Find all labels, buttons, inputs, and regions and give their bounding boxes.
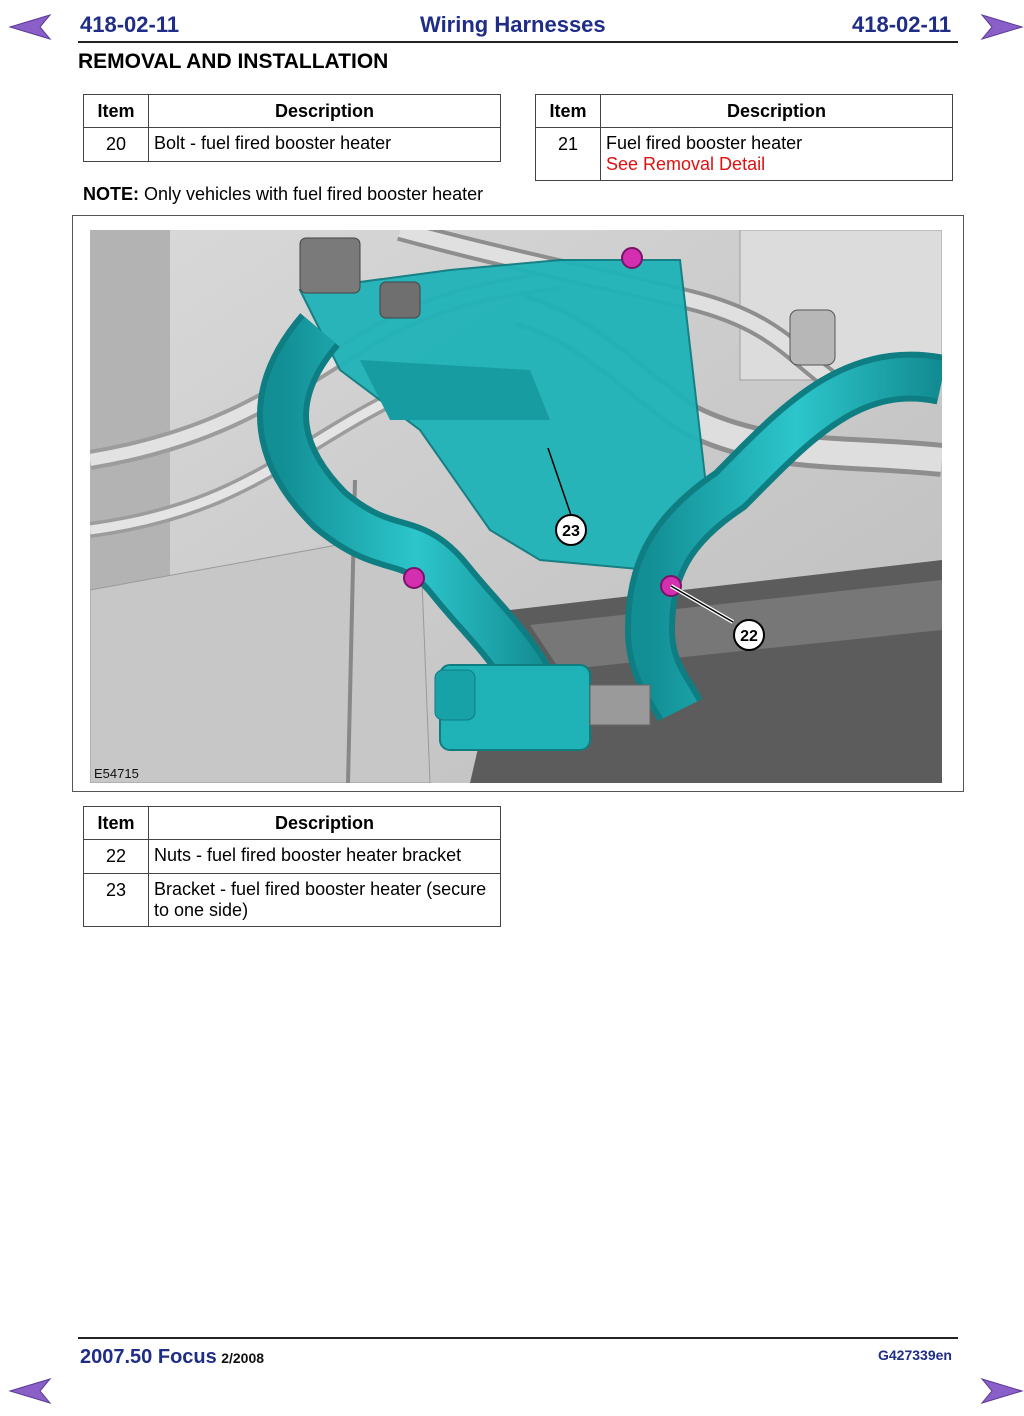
callout-22-label: 22 <box>740 628 758 645</box>
footer-document-code: G427339en <box>878 1347 952 1363</box>
item-table-bottom <box>83 806 501 927</box>
note-label: NOTE: <box>83 184 139 204</box>
item-table-top-right <box>535 94 953 181</box>
note-text: Only vehicles with fuel fired booster heater <box>139 184 484 204</box>
table-row <box>536 128 953 181</box>
header-rule <box>78 41 958 43</box>
page-title: Wiring Harnesses <box>420 12 606 37</box>
next-page-arrow-icon[interactable] <box>980 12 1024 42</box>
table-row <box>84 840 501 874</box>
footer-date: 2/2008 <box>221 1350 265 1366</box>
footer-model-line <box>80 1346 264 1369</box>
item-description: Nuts - fuel fired booster heater bracket <box>149 840 501 874</box>
section-subtitle: REMOVAL AND INSTALLATION <box>78 50 389 73</box>
column-header-description: Description <box>601 95 953 128</box>
column-header-description: Description <box>149 95 501 128</box>
see-removal-detail-link[interactable]: See Removal Detail <box>606 154 766 174</box>
note <box>83 184 483 205</box>
item-description: Fuel fired booster heater <box>606 133 803 153</box>
item-number: 22 <box>84 840 149 874</box>
item-table-top-left <box>83 94 501 162</box>
item-description: Bracket - fuel fired booster heater (secure to one side) <box>149 874 501 927</box>
item-number: 21 <box>536 128 601 181</box>
table-row <box>84 128 501 162</box>
section-number-right: 418-02-11 <box>852 12 952 37</box>
footer-model: 2007.50 Focus <box>80 1346 217 1368</box>
previous-page-arrow-icon[interactable] <box>8 12 52 42</box>
engine-bay-illustration <box>90 230 942 783</box>
section-number-left: 418-02-11 <box>80 12 180 37</box>
next-page-arrow-icon[interactable] <box>980 1376 1024 1406</box>
footer-rule <box>78 1337 958 1339</box>
callout-23 <box>556 515 586 545</box>
item-number: 20 <box>84 128 149 162</box>
item-description-cell <box>601 128 953 181</box>
item-number: 23 <box>84 874 149 927</box>
item-description: Bolt - fuel fired booster heater <box>149 128 501 162</box>
previous-page-arrow-icon[interactable] <box>8 1376 52 1406</box>
column-header-description: Description <box>149 807 501 840</box>
table-row <box>84 874 501 927</box>
column-header-item: Item <box>84 95 149 128</box>
figure-id: E54715 <box>94 766 139 781</box>
callout-23-label: 23 <box>562 523 580 540</box>
column-header-item: Item <box>536 95 601 128</box>
callout-22 <box>734 620 764 650</box>
figure-frame <box>72 215 964 792</box>
column-header-item: Item <box>84 807 149 840</box>
